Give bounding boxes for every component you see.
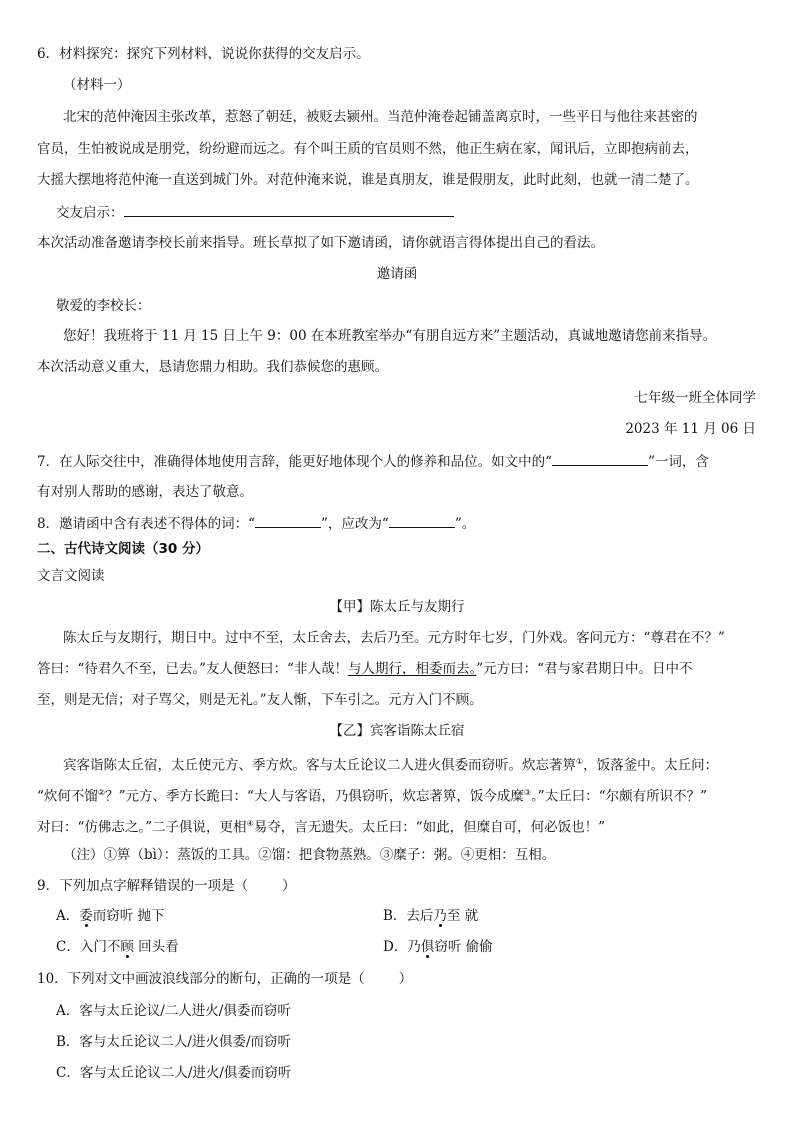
passage-text: “炊何不馏: [37, 788, 98, 805]
q7-answer-blank[interactable]: [552, 451, 648, 466]
q10-text: ）: [398, 971, 413, 987]
passage-jia-line: 陈太丘与友期行，期日中。过中不至，太丘舍去，去后乃至。元方时年七岁，门外戏。客问元方：“尊君在不？”: [63, 630, 725, 646]
letter-signature: 七年级一班全体同学: [634, 390, 756, 406]
q8-blank-correction[interactable]: [389, 513, 455, 528]
q8-text: ”。: [454, 516, 476, 532]
q9-option-a[interactable]: A．委而窃听 抛下: [56, 908, 165, 924]
q10-text: 10．下列对文中画波浪线部分的断句，正确的一项是（: [37, 971, 365, 987]
q10-option-a[interactable]: A．客与太丘论议/二人进火/俱委而窃听: [56, 1003, 291, 1019]
q10-stem: [37, 969, 412, 989]
q9-text: ）: [282, 878, 296, 894]
dotted-char: 委: [79, 908, 93, 924]
q9-option-c[interactable]: C．入门不顾 回头看: [56, 939, 179, 955]
q7-line: 有对别人帮助的感谢，表达了敬意。: [37, 484, 253, 500]
letter-title: 邀请函: [376, 266, 418, 282]
passage-yi-title: 【乙】宾客诣陈太丘宿: [329, 723, 465, 739]
q7-line: [37, 451, 709, 472]
passage-text: 对曰：“仿佛志之。”二子俱说，更相: [37, 819, 247, 836]
underlined-sentence: 与人期行，相委而去。: [347, 661, 477, 677]
passage-text: 易夺，言无遗失。太丘曰：“如此，但糜自可，何必饭也！”: [253, 819, 606, 836]
q6-answer-label: 交友启示：: [56, 205, 124, 221]
passage-text: 答曰：“待君久不至，已去。”友人便怒曰：“非人哉！: [37, 661, 348, 677]
q9-text: 9．下列加点字解释错误的一项是（: [37, 878, 249, 894]
passage-yi-line: [63, 752, 718, 776]
passage-jia-title: 【甲】陈太丘与友期行: [329, 599, 465, 615]
passage-note: （注）①箅（bì）：蒸饭的工具。②馏：把食物蒸熟。③糜子：粥。④更相：互相。: [63, 847, 556, 863]
footnote-marker: ②: [97, 788, 106, 797]
passage-jia-line: 至，则是无信；对子骂父，则是无礼。”友人惭，下车引之。元方入门不顾。: [37, 692, 483, 708]
dotted-char: 乃: [433, 908, 447, 924]
q8-line: [37, 513, 475, 534]
q6-title: 6．材料探究：探究下列材料，说说你获得的交友启示。: [37, 46, 370, 62]
q10-option-b[interactable]: B．客与太丘论议二人/进火俱委/而窃听: [56, 1034, 292, 1050]
q6-answer-row: [56, 202, 454, 223]
q6-material-label: （材料一）: [63, 77, 131, 93]
section-heading: 二、古代诗文阅读（30 分）: [37, 541, 209, 557]
q6-paragraph-line: 官员，生怕被说成是朋党，纷纷避而远之。有个叫王质的官员则不然，他正生病在家，闻讯后，立即抱病前去，: [37, 141, 699, 157]
q6-paragraph-line: 大摇大摆地将范仲淹一直送到城门外。对范仲淹来说，谁是真朋友，谁是假朋友，此时此刻，也就一清二楚了。: [37, 172, 699, 188]
passage-text: 。”太丘曰：“尔颇有所识不？”: [531, 788, 708, 805]
q8-text: ”，应改为“: [321, 516, 389, 532]
letter-date: 2023 年 11 月 06 日: [625, 421, 756, 437]
section-subheading: 文言文阅读: [37, 568, 105, 584]
q6-answer-blank[interactable]: [124, 202, 454, 217]
footnote-marker: ④: [246, 819, 254, 828]
q9-option-b[interactable]: B．去后乃至 就: [383, 908, 479, 924]
q7-text: ”一词，含: [648, 454, 709, 470]
activity-intro: 本次活动准备邀请李校长前来指导。班长草拟了如下邀请函，请你就语言得体提出自己的看法。: [37, 235, 604, 251]
q7-text: 7．在人际交往中，准确得体地使用言辞，能更好地体现个人的修养和品位。如文中的“: [37, 454, 552, 470]
q8-blank-word[interactable]: [255, 513, 321, 528]
q10-option-c[interactable]: C．客与太丘论议二人/进火/俱委而窃听: [56, 1065, 292, 1081]
letter-body-line: 本次活动意义重大，恳请您鼎力相助。我们恭候您的惠顾。: [37, 359, 388, 375]
passage-text: ”元方曰：“君与家君期日中。日中不: [476, 661, 693, 677]
q6-paragraph-line: 北宋的范仲淹因主张改革，惹怒了朝廷，被贬去颍州。当范仲淹卷起铺盖离京时，一些平日与他往来甚密的: [63, 109, 698, 125]
letter-body-line: 您好！我班将于 11 月 15 日上午 9：00 在本班教室举办“有朋自远方来”主题活动，真诚地邀请您前来指导。: [63, 328, 717, 344]
q9-option-d[interactable]: D．乃俱窃听 偷偷: [383, 939, 493, 955]
letter-salutation: 敬爱的李校长：: [56, 298, 151, 314]
footnote-marker: ①: [576, 757, 584, 766]
q8-text: 8．邀请函中含有表述不得体的词：“: [37, 516, 255, 532]
passage-text: ，饭落釜中。太丘问：: [583, 757, 719, 774]
q9-stem: [37, 876, 296, 896]
dotted-char: 俱: [420, 939, 435, 955]
passage-text: 宾客诣陈太丘宿，太丘使元方、季方炊。客与太丘论议二人进火俱委而窃听。炊忘著箅: [63, 757, 576, 774]
passage-yi-line: [37, 783, 707, 807]
passage-jia-line: [37, 659, 693, 679]
dotted-char: 顾: [120, 939, 134, 955]
passage-text: ？”元方、季方长跪曰：“大人与客语，乃俱窃听，炊忘著箅，饭今成糜: [105, 788, 524, 805]
footnote-marker: ③: [523, 788, 532, 797]
passage-yi-line: [37, 814, 605, 838]
